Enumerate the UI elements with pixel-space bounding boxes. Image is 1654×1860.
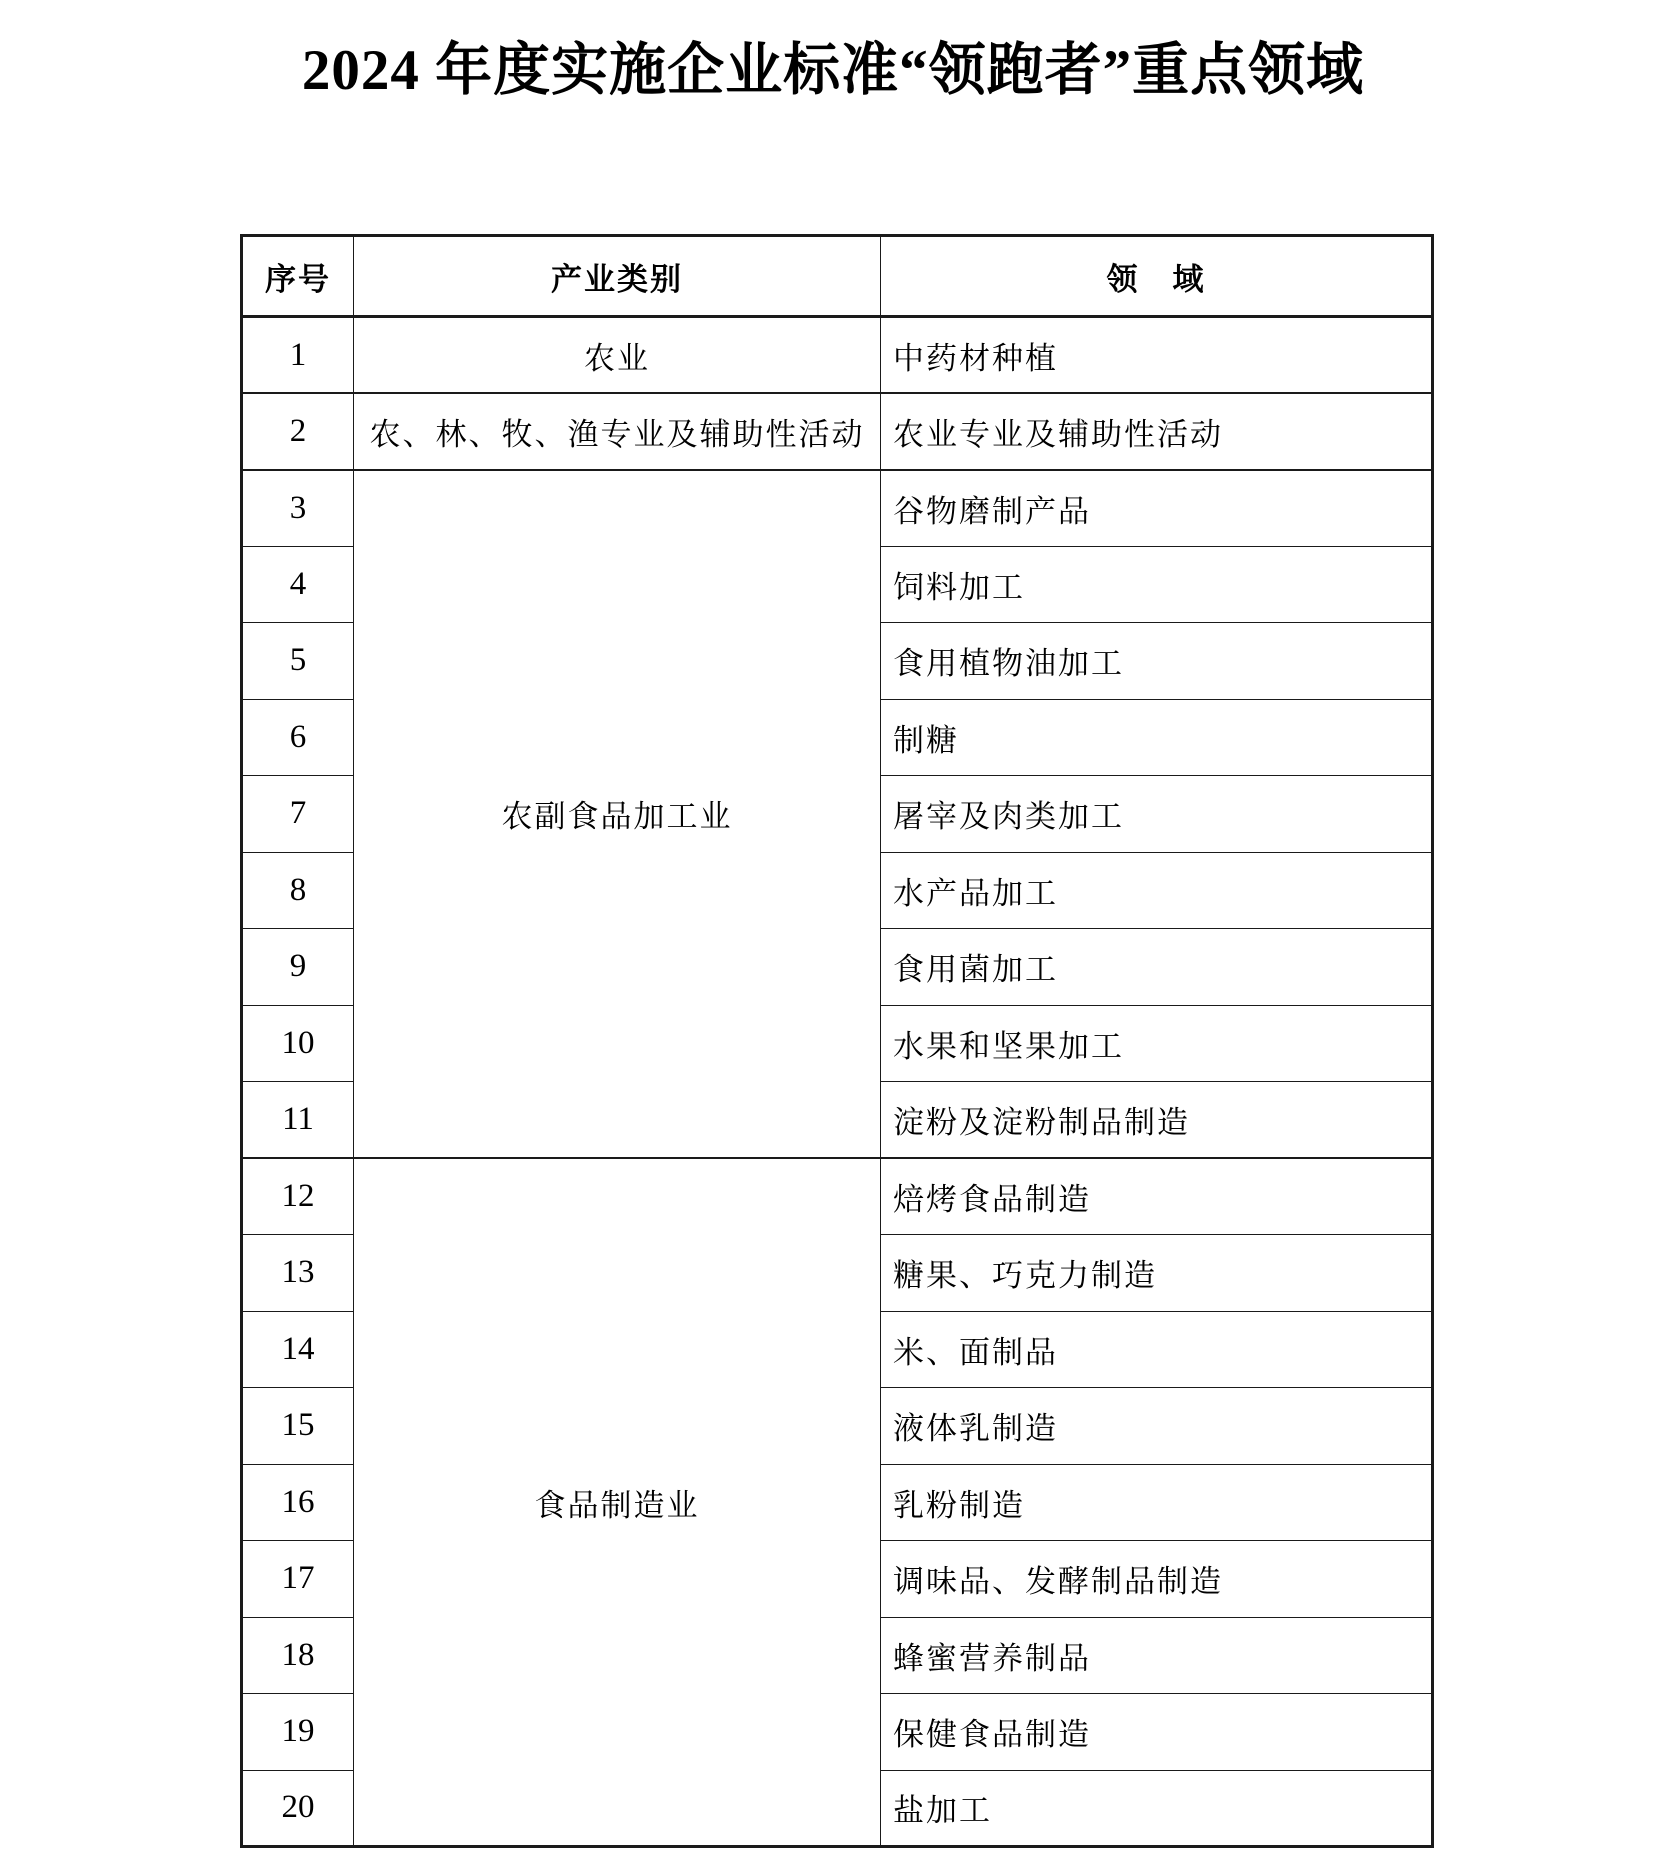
field-cell: 食用植物油加工: [881, 623, 1433, 700]
industry-category-cell: 食品制造业: [354, 1158, 881, 1847]
row-number-cell: 19: [242, 1694, 354, 1771]
field-cell: 米、面制品: [881, 1311, 1433, 1388]
table-header: [242, 236, 1433, 317]
field-cell: 水果和坚果加工: [881, 1005, 1433, 1082]
row-number-cell: 18: [242, 1617, 354, 1694]
table-row: [242, 1158, 1433, 1235]
field-cell: 盐加工: [881, 1770, 1433, 1847]
row-number-cell: 4: [242, 546, 354, 623]
row-number-cell: 14: [242, 1311, 354, 1388]
row-number-cell: 16: [242, 1464, 354, 1541]
row-number-cell: 10: [242, 1005, 354, 1082]
field-cell: 乳粉制造: [881, 1464, 1433, 1541]
row-number-cell: 17: [242, 1541, 354, 1618]
row-number-cell: 20: [242, 1770, 354, 1847]
row-number-cell: 8: [242, 852, 354, 929]
row-number-cell: 3: [242, 470, 354, 547]
field-cell: 中药材种植: [881, 317, 1433, 394]
table-body: [242, 317, 1433, 1847]
table-row: [242, 393, 1433, 470]
field-cell: 糖果、巧克力制造: [881, 1235, 1433, 1312]
field-cell: 水产品加工: [881, 852, 1433, 929]
row-number-cell: 7: [242, 776, 354, 853]
row-number-cell: 6: [242, 699, 354, 776]
key-areas-table: [240, 234, 1434, 1848]
field-cell: 谷物磨制产品: [881, 470, 1433, 547]
table-header-row: [242, 236, 1433, 317]
row-number-cell: 9: [242, 929, 354, 1006]
row-number-cell: 12: [242, 1158, 354, 1235]
table-row: [242, 317, 1433, 394]
table-row: [242, 470, 1433, 547]
row-number-cell: 11: [242, 1082, 354, 1159]
field-cell: 保健食品制造: [881, 1694, 1433, 1771]
field-cell: 淀粉及淀粉制品制造: [881, 1082, 1433, 1159]
page-title: 2024 年度实施企业标准“领跑者”重点领域: [301, 39, 1365, 102]
field-cell: 食用菌加工: [881, 929, 1433, 1006]
header-field: 领 域: [881, 236, 1433, 317]
header-industry-category: 产业类别: [354, 236, 881, 317]
field-cell: 饲料加工: [881, 546, 1433, 623]
field-cell: 调味品、发酵制品制造: [881, 1541, 1433, 1618]
header-serial-number: 序号: [242, 236, 354, 317]
industry-category-cell: 农业: [354, 317, 881, 394]
field-cell: 制糖: [881, 699, 1433, 776]
field-cell: 屠宰及肉类加工: [881, 776, 1433, 853]
row-number-cell: 15: [242, 1388, 354, 1465]
industry-category-cell: 农、林、牧、渔专业及辅助性活动: [354, 393, 881, 470]
row-number-cell: 2: [242, 393, 354, 470]
industry-category-cell: 农副食品加工业: [354, 470, 881, 1159]
field-cell: 焙烤食品制造: [881, 1158, 1433, 1235]
row-number-cell: 5: [242, 623, 354, 700]
row-number-cell: 1: [242, 317, 354, 394]
field-cell: 农业专业及辅助性活动: [881, 393, 1433, 470]
field-cell: 液体乳制造: [881, 1388, 1433, 1465]
row-number-cell: 13: [242, 1235, 354, 1312]
field-cell: 蜂蜜营养制品: [881, 1617, 1433, 1694]
